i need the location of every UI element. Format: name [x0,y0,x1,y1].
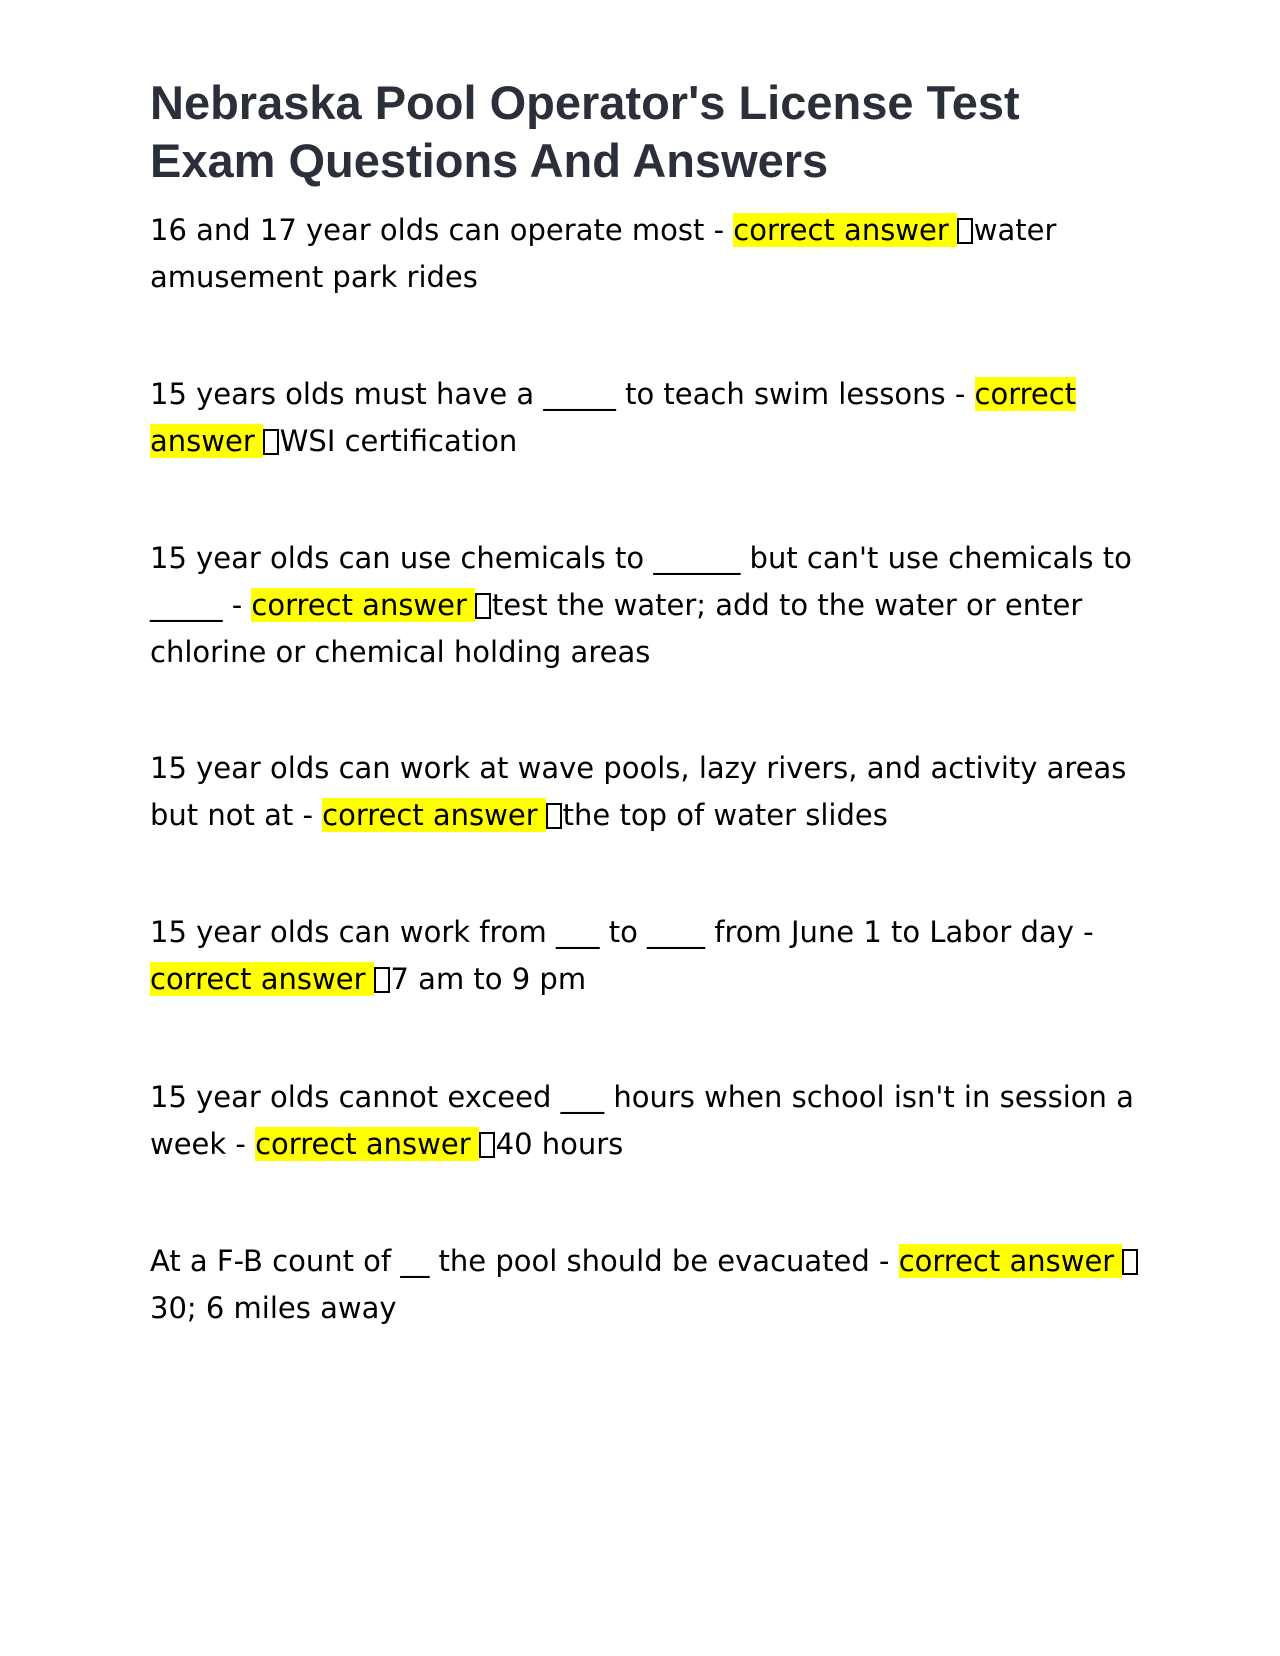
question-text: 15 years olds must have a _____ to teach swim lessons - [150,377,975,411]
question-text: 16 and 17 year olds can operate most - [150,213,734,247]
missing-glyph-icon [957,218,973,244]
question-text: 15 year olds can work at wave pools, lazy rivers, and activity areas but not at - [150,751,1127,832]
question-text: 15 year olds can work from ___ to ____ from June 1 to Labor day - [150,915,1094,949]
qa-item-4 [150,745,1150,839]
qa-item-6 [150,1074,1150,1168]
missing-glyph-icon [479,1132,495,1158]
missing-glyph-icon [475,593,491,619]
answer-label-highlight: correct answer [150,377,1077,458]
answer-text: 30; 6 miles away [150,1291,397,1325]
answer-label-highlight: correct answer [322,798,546,832]
document-title: Nebraska Pool Operator's License Test Exam Questions And Answers [150,76,1020,187]
answer-text: water amusement park rides [150,213,1057,294]
qa-item-3 [150,535,1150,676]
answer-label-highlight: correct answer [255,1127,479,1161]
qa-item-7 [150,1238,1150,1332]
answer-label-highlight: correct answer [899,1244,1123,1278]
question-text: At a F-B count of __ the pool should be evacuated - [150,1244,899,1278]
qa-item-1 [150,207,1150,301]
qa-item-2 [150,371,1150,465]
answer-label-highlight: correct answer [150,962,374,996]
answer-label-highlight: correct answer [733,213,957,247]
missing-glyph-icon [374,967,390,993]
answer-text: test the water; add to the water or enter chlorine or chemical holding areas [150,588,1083,669]
missing-glyph-icon [1122,1249,1138,1275]
question-text: 15 year olds can use chemicals to ______ but can't use chemicals to _____ - [150,541,1132,622]
missing-glyph-icon [263,429,279,455]
answer-text: the top of water slides [562,798,888,832]
answer-text: 40 hours [495,1127,624,1161]
missing-glyph-icon [546,803,562,829]
qa-item-5 [150,909,1150,1003]
answer-label-highlight: correct answer [251,588,475,622]
answer-text: 7 am to 9 pm [390,962,587,996]
question-text: 15 year olds cannot exceed ___ hours when school isn't in session a week - [150,1080,1134,1161]
answer-text: WSI certification [279,424,518,458]
